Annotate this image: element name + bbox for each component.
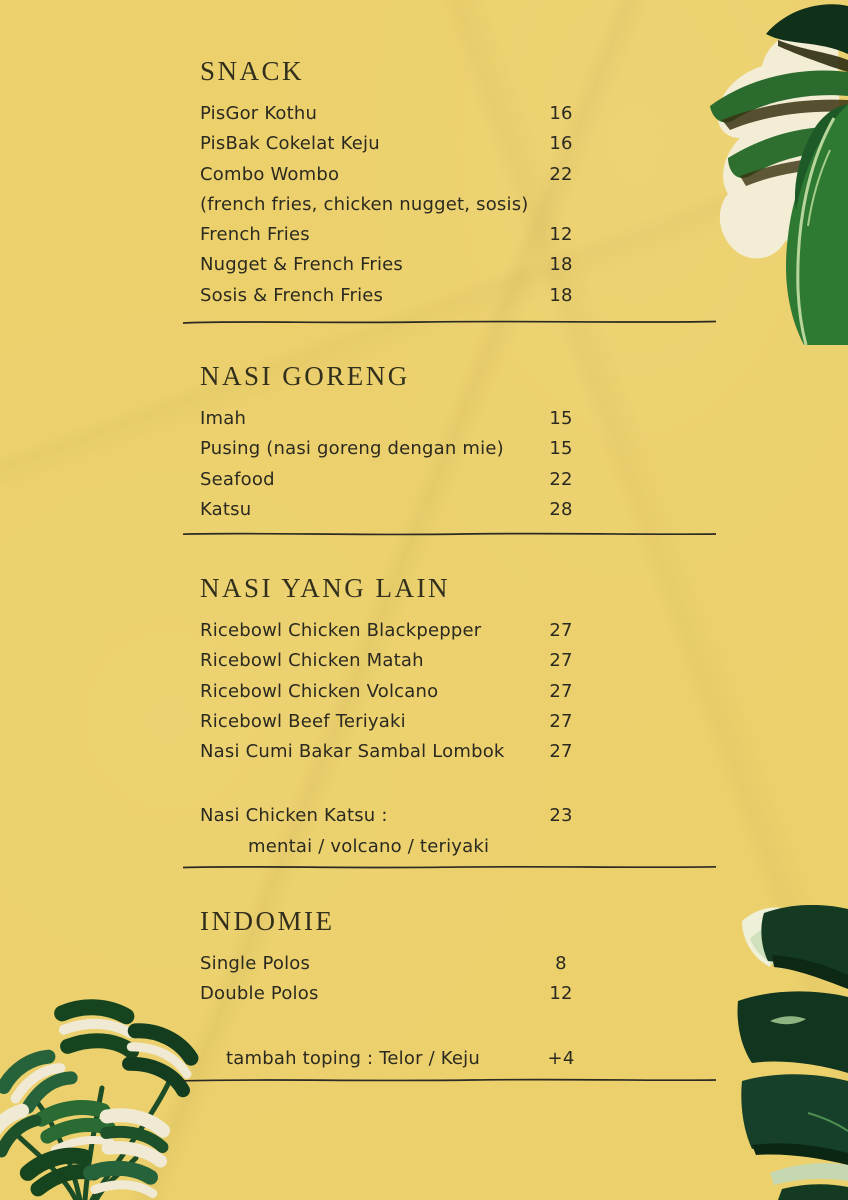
menu-item-price: 8 [555,953,567,974]
menu-item-row [200,711,584,741]
menu-item-name: French Fries [200,224,310,246]
menu-item-price: 23 [549,805,573,827]
menu-section-nasi-yang-lain [200,572,584,866]
menu-item-price: 27 [549,650,573,672]
monstera-leaf-bottom-right-illustration [712,905,848,1200]
monstera-leaf-top-right-illustration [682,0,848,345]
section-title: SNACK [200,56,305,86]
menu-item-name: Single Polos [200,953,311,974]
section-title: INDOMIE [200,906,335,936]
menu-item-name: Sosis & French Fries [200,284,384,306]
menu-item-price: 15 [549,438,573,460]
menu-item-name: Ricebowl Chicken Volcano [200,680,439,702]
menu-item-name: Combo Wombo [200,163,340,185]
menu-item-row [200,953,584,983]
menu-item-price: 15 [549,408,573,429]
menu-item-price: 22 [549,468,573,490]
menu-item-name: Pusing (nasi goreng dengan mie) [200,438,504,460]
menu-item-price: 27 [549,680,573,702]
section-divider [183,531,716,537]
section-title: NASI GORENG [200,361,410,391]
menu-item-row [200,438,584,468]
menu-item-row [200,133,584,163]
menu-item-row [200,805,584,835]
section-items [200,408,584,529]
menu-item-name: Nasi Cumi Bakar Sambal Lombok [200,741,505,763]
section-items [200,953,584,1078]
menu-item-name: Nasi Chicken Katsu : [200,805,388,827]
menu-item-price: 27 [549,620,573,641]
menu-item-row [200,408,584,438]
menu-item-price: 18 [549,254,573,276]
menu-item-name: Katsu [200,498,252,520]
section-divider [183,319,716,325]
menu-item-price: 28 [549,498,573,520]
menu-item-name: PisBak Cokelat Keju [200,133,380,155]
section-title: NASI YANG LAIN [200,573,450,603]
menu-item-row [200,254,584,284]
menu-item-row [200,620,584,650]
menu-item-name: mentai / volcano / teriyaki [248,835,490,857]
menu-item-price: 27 [549,710,573,732]
menu-item-row [200,194,584,224]
section-divider [183,1077,716,1083]
menu-item-name: tambah toping : Telor / Keju [226,1047,480,1069]
menu-section-snack [200,55,584,315]
menu-item-row [200,983,584,1013]
menu-item-price: 16 [549,103,573,124]
section-items [200,103,584,315]
menu-item-row [200,469,584,499]
menu-section-indomie [200,905,584,1078]
menu-item-price: 18 [549,284,573,306]
menu-item-row [200,285,584,315]
menu-item-name: Double Polos [200,983,319,1005]
menu-item-price: +4 [547,1047,575,1069]
menu-item-name: Nugget & French Fries [200,254,403,276]
menu-item-note: (french fries, chicken nugget, sosis) [200,193,529,215]
menu-item-row [200,164,584,194]
menu-item-name: Ricebowl Beef Teriyaki [200,710,406,732]
menu-item-price: 22 [549,163,573,185]
menu-item-name: Ricebowl Chicken Blackpepper [200,620,482,641]
menu-item-row [200,499,584,529]
menu-item-row [200,1048,584,1078]
menu-item-name: Ricebowl Chicken Matah [200,650,424,672]
menu-item-name: Imah [200,408,247,429]
menu-item-name: Seafood [200,468,275,490]
section-items [200,620,584,866]
menu-item-row [200,681,584,711]
menu-item-price: 12 [549,983,573,1005]
menu-item-row [200,836,584,866]
section-divider [183,864,716,870]
menu-item-row [200,103,584,133]
menu-item-name: PisGor Kothu [200,103,318,124]
menu-item-row [200,224,584,254]
menu-item-price: 16 [549,133,573,155]
menu-section-nasi-goreng [200,360,584,529]
menu-item-price: 12 [549,224,573,246]
menu-item-row [200,650,584,680]
menu-item-row [200,741,584,771]
menu-item-price: 27 [549,741,573,763]
